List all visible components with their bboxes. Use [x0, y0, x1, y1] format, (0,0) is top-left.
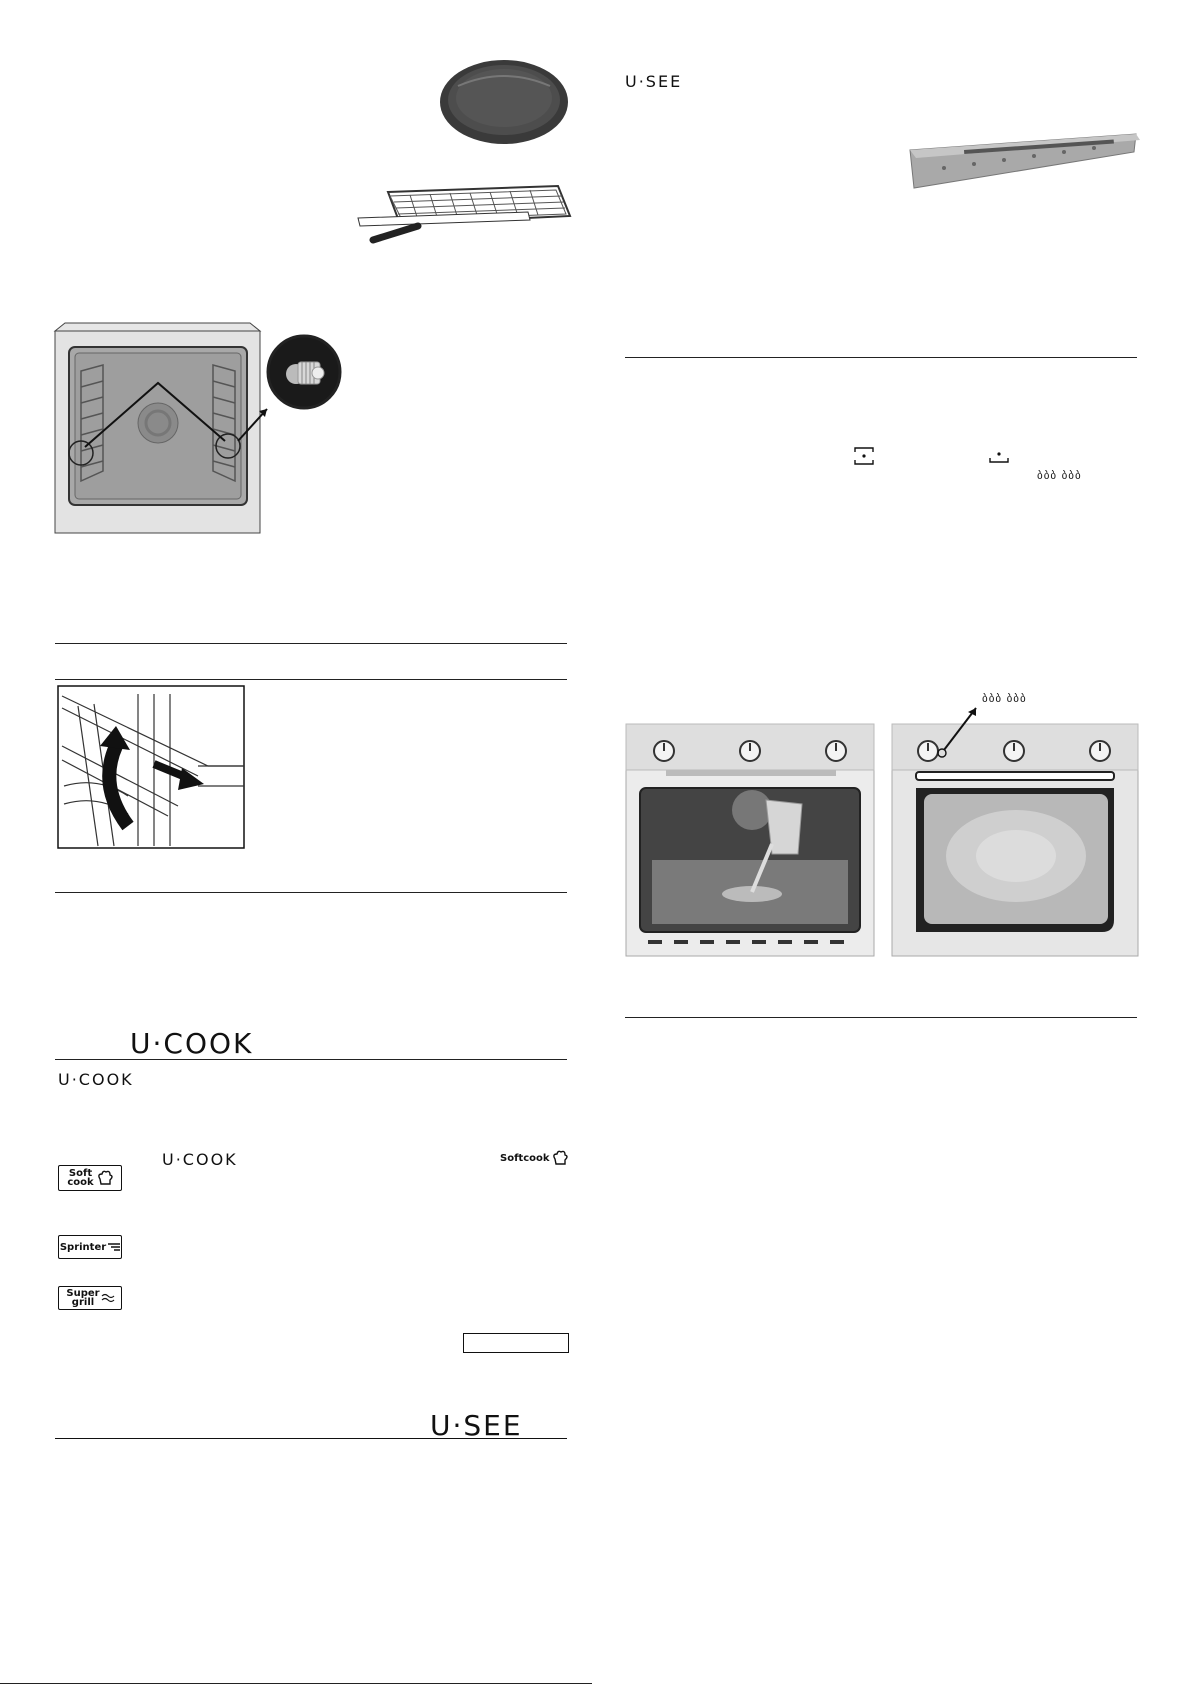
super-grill-line1: Super [66, 1288, 100, 1299]
ucook-heading-rule [55, 1059, 567, 1060]
section-divider [625, 1017, 1137, 1018]
rack-removal-illustration [58, 686, 244, 848]
usee-heading-rule [55, 1438, 567, 1439]
section-divider [55, 643, 567, 644]
ucook-heading-logo: U·COOK [130, 1027, 254, 1060]
soft-cook-inline-icon: Softcook [500, 1150, 568, 1166]
soft-cook-line2: cook [67, 1177, 94, 1188]
grill-waves-icon [102, 1293, 114, 1303]
super-grill-badge [58, 1286, 122, 1310]
soft-cook-line1: Soft [68, 1168, 93, 1179]
usee-inline-logo: U·SEE [625, 72, 683, 91]
section-divider [55, 679, 567, 680]
screw-detail-image [266, 334, 342, 410]
speed-lines-icon [108, 1242, 120, 1252]
water-drops-icon-2: ბბბ ბბბ [982, 692, 1027, 705]
wire-rack-image [358, 180, 573, 258]
usee-heading-logo: U·SEE [430, 1409, 523, 1442]
ucook-inline-logo-2: U·COOK [162, 1150, 238, 1169]
chef-hat-icon [552, 1150, 568, 1166]
steam-rail-part-image [904, 128, 1140, 192]
section-divider [55, 892, 567, 893]
water-drops-icon: ბბბ ბბბ [1037, 469, 1082, 482]
empty-box [463, 1333, 569, 1353]
chef-hat-icon [97, 1170, 113, 1186]
section-divider [625, 357, 1137, 358]
oven-steam-clean-image [892, 724, 1138, 956]
sprinter-badge [58, 1235, 122, 1259]
sprinter-label: Sprinter [59, 1241, 107, 1253]
top-bottom-heat-icon [853, 446, 875, 466]
pizza-tray-image [438, 56, 570, 148]
ucook-inline-logo: U·COOK [58, 1070, 134, 1089]
page-bottom-rule [0, 1683, 592, 1684]
soft-cook-badge [58, 1165, 122, 1191]
bottom-heat-icon [988, 446, 1010, 466]
oven-cavity-illustration [55, 323, 260, 533]
oven-water-pour-image [626, 724, 874, 956]
super-grill-line2: grill [71, 1297, 95, 1308]
